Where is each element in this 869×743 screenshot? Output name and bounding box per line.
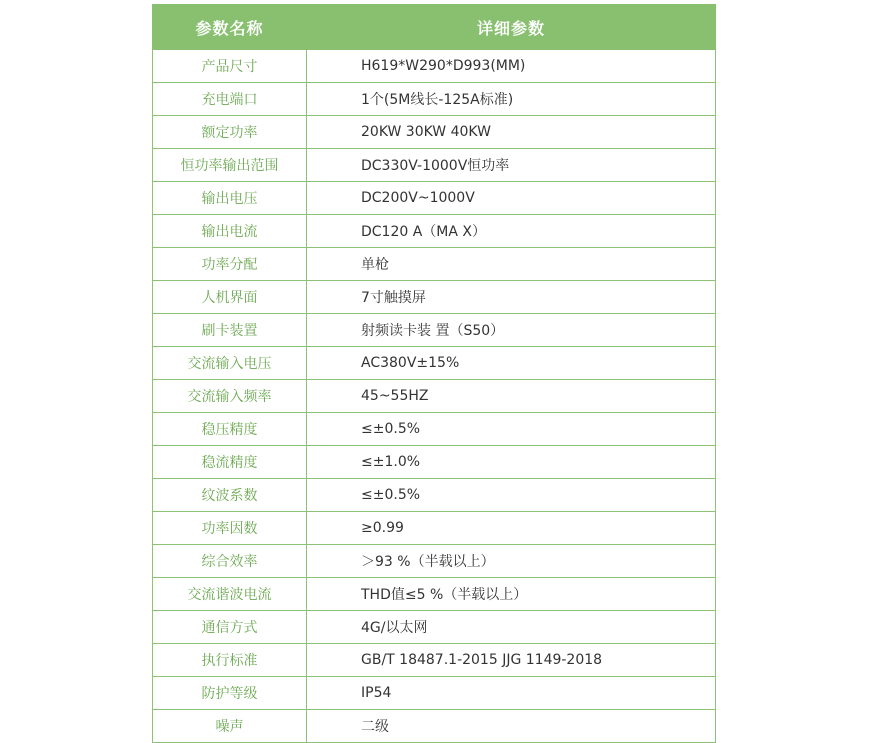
table-row bbox=[153, 50, 716, 83]
param-name-cell: 充电端口 bbox=[153, 83, 307, 116]
table-row bbox=[153, 149, 716, 182]
spec-table-body bbox=[153, 50, 716, 743]
param-value-cell: AC380V±15% bbox=[307, 347, 716, 380]
table-row bbox=[153, 248, 716, 281]
table-row bbox=[153, 644, 716, 677]
table-row bbox=[153, 314, 716, 347]
param-name-cell: 通信方式 bbox=[153, 611, 307, 644]
param-name-cell: 交流输入频率 bbox=[153, 380, 307, 413]
table-row bbox=[153, 281, 716, 314]
param-name-cell: 功率分配 bbox=[153, 248, 307, 281]
param-name-cell: 功率因数 bbox=[153, 512, 307, 545]
param-value-cell: GB/T 18487.1-2015 JJG 1149-2018 bbox=[307, 644, 716, 677]
param-value-cell: 7寸触摸屏 bbox=[307, 281, 716, 314]
param-name-cell: 稳流精度 bbox=[153, 446, 307, 479]
param-value-cell: ≤±0.5% bbox=[307, 479, 716, 512]
param-value-cell: 45~55HZ bbox=[307, 380, 716, 413]
param-value-cell: ≤±1.0% bbox=[307, 446, 716, 479]
table-row bbox=[153, 545, 716, 578]
param-name-cell: 纹波系数 bbox=[153, 479, 307, 512]
param-name-cell: 人机界面 bbox=[153, 281, 307, 314]
table-row bbox=[153, 479, 716, 512]
param-value-cell: 20KW 30KW 40KW bbox=[307, 116, 716, 149]
param-name-cell: 防护等级 bbox=[153, 677, 307, 710]
table-row bbox=[153, 611, 716, 644]
param-name-cell: 输出电压 bbox=[153, 182, 307, 215]
table-row bbox=[153, 380, 716, 413]
param-name-cell: 输出电流 bbox=[153, 215, 307, 248]
param-name-cell: 执行标准 bbox=[153, 644, 307, 677]
table-row bbox=[153, 215, 716, 248]
param-name-cell: 交流输入电压 bbox=[153, 347, 307, 380]
table-row bbox=[153, 182, 716, 215]
param-value-cell: DC330V-1000V恒功率 bbox=[307, 149, 716, 182]
table-row bbox=[153, 347, 716, 380]
param-name-cell: 额定功率 bbox=[153, 116, 307, 149]
param-value-cell: THD值≤5 %（半载以上） bbox=[307, 578, 716, 611]
param-value-cell: 1个(5M线长-125A标准) bbox=[307, 83, 716, 116]
table-row bbox=[153, 446, 716, 479]
spec-table bbox=[152, 4, 716, 743]
param-value-cell: ＞93 %（半载以上） bbox=[307, 545, 716, 578]
param-name-cell: 交流谐波电流 bbox=[153, 578, 307, 611]
param-value-cell: ≤±0.5% bbox=[307, 413, 716, 446]
table-row bbox=[153, 413, 716, 446]
table-row bbox=[153, 512, 716, 545]
param-value-cell: ≥0.99 bbox=[307, 512, 716, 545]
param-name-cell: 稳压精度 bbox=[153, 413, 307, 446]
param-value-cell: 射频读卡装 置（S50） bbox=[307, 314, 716, 347]
param-value-cell: DC200V~1000V bbox=[307, 182, 716, 215]
param-name-cell: 综合效率 bbox=[153, 545, 307, 578]
header-param-value: 详细参数 bbox=[307, 5, 716, 50]
param-value-cell: DC120 A（MA X） bbox=[307, 215, 716, 248]
table-row bbox=[153, 710, 716, 743]
table-header-row bbox=[153, 5, 716, 50]
param-value-cell: 4G/以太网 bbox=[307, 611, 716, 644]
header-param-name: 参数名称 bbox=[153, 5, 307, 50]
param-name-cell: 噪声 bbox=[153, 710, 307, 743]
param-name-cell: 刷卡装置 bbox=[153, 314, 307, 347]
table-row bbox=[153, 677, 716, 710]
param-value-cell: 二级 bbox=[307, 710, 716, 743]
table-row bbox=[153, 116, 716, 149]
param-value-cell: IP54 bbox=[307, 677, 716, 710]
param-value-cell: H619*W290*D993(MM) bbox=[307, 50, 716, 83]
table-row bbox=[153, 578, 716, 611]
param-value-cell: 单枪 bbox=[307, 248, 716, 281]
table-row bbox=[153, 83, 716, 116]
param-name-cell: 产品尺寸 bbox=[153, 50, 307, 83]
param-name-cell: 恒功率输出范围 bbox=[153, 149, 307, 182]
